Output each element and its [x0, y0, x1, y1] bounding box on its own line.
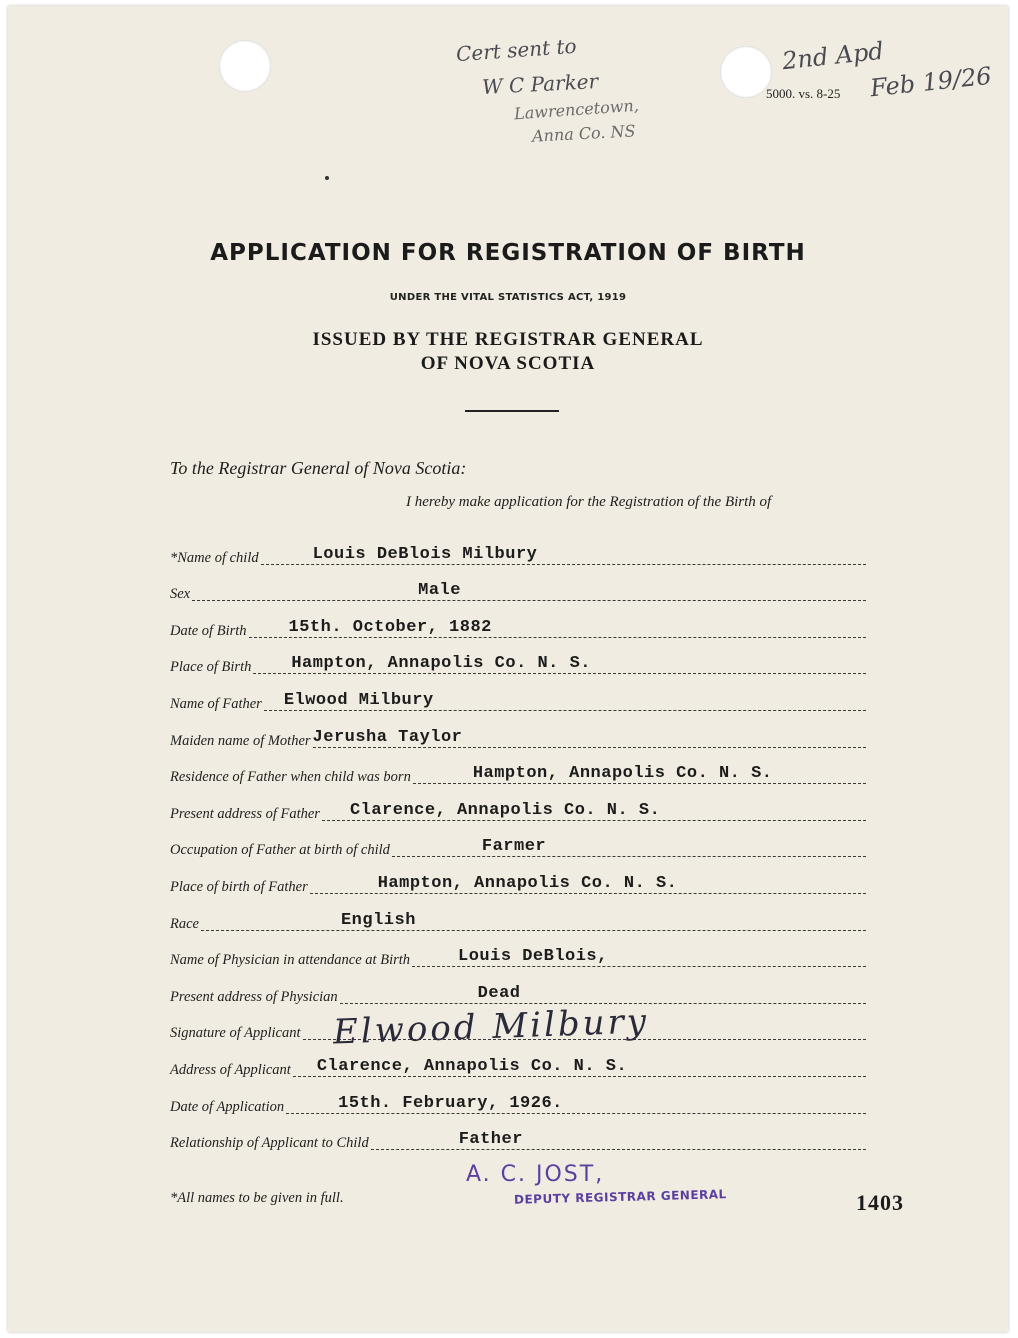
- field-line: [286, 1076, 866, 1114]
- punch-hole-right: [720, 46, 772, 98]
- field-value: Louis DeBlois Milbury: [312, 544, 538, 564]
- field-label: Name of Father: [170, 695, 262, 712]
- field-label: *Name of child: [170, 549, 259, 566]
- stamp-registrar-title: DEPUTY REGISTRAR GENERAL: [513, 1187, 727, 1207]
- handwritten-note-line-2: W C Parker: [481, 68, 599, 100]
- field-label: Present address of Physician: [170, 988, 338, 1005]
- applicant-signature: Elwood Milbury: [331, 1001, 650, 1053]
- field-line: [310, 856, 866, 894]
- form-fields: [170, 532, 866, 1154]
- salutation: To the Registrar General of Nova Scotia:: [170, 458, 467, 478]
- field-label: Address of Applicant: [170, 1061, 291, 1078]
- field-value: Farmer: [481, 837, 547, 857]
- field-label: Race: [170, 915, 199, 932]
- ink-speck: [325, 176, 329, 180]
- handwritten-note-line-4: Anna Co. NS: [531, 121, 636, 146]
- field-value: Clarence, Annapolis Co. N. S.: [316, 1056, 628, 1076]
- issuer-line-2: OF NOVA SCOTIA: [420, 353, 596, 374]
- field-value: Hampton, Annapolis Co. N. S.: [291, 654, 591, 674]
- field-label: Sex: [170, 586, 191, 603]
- field-label: Signature of Applicant: [170, 1025, 301, 1042]
- page-subtitle: UNDER THE VITAL STATISTICS ACT, 1919: [389, 292, 627, 303]
- field-value: Hampton, Annapolis Co. N. S.: [377, 873, 678, 893]
- field-label: Maiden name of Mother: [170, 732, 311, 749]
- intro-text: I hereby make application for the Registration of the Birth of: [406, 494, 772, 510]
- field-value: Hampton, Annapolis Co. N. S.: [472, 764, 773, 784]
- field-relationship-of-applicant: [170, 1118, 866, 1155]
- field-line: [413, 747, 866, 785]
- field-label: Place of birth of Father: [170, 878, 308, 895]
- field-value: 15th. February, 1926.: [338, 1093, 563, 1113]
- punch-hole-left: [219, 40, 271, 92]
- field-value: Dead: [477, 983, 521, 1003]
- issuer-heading: [8, 328, 1008, 376]
- field-line: [249, 600, 866, 638]
- handwritten-note-line-3: Lawrencetown,: [513, 95, 640, 124]
- field-label: Occupation of Father at birth of child: [170, 842, 390, 859]
- field-line: [261, 527, 866, 565]
- field-line: [264, 673, 866, 711]
- handwritten-approval-date: Feb 19/26: [868, 61, 993, 103]
- field-line: [201, 893, 866, 931]
- divider: [465, 410, 559, 412]
- field-label: Residence of Father when child was born: [170, 769, 411, 786]
- field-label: Date of Birth: [170, 622, 247, 639]
- handwritten-approval: 2nd Apd: [780, 36, 885, 76]
- field-line: [371, 1113, 866, 1151]
- field-line: [392, 820, 866, 858]
- field-line: [412, 930, 866, 968]
- field-label: Name of Physician in attendance at Birth: [170, 952, 411, 969]
- field-line: [313, 710, 866, 748]
- document-page: [8, 6, 1008, 1332]
- field-line: [322, 783, 866, 821]
- field-label: Present address of Father: [170, 805, 320, 822]
- field-line: [303, 1001, 867, 1053]
- issuer-line-1: ISSUED BY THE REGISTRAR GENERAL: [312, 329, 704, 350]
- stamp-registrar-name: A. C. JOST,: [466, 1162, 605, 1187]
- field-value: Male: [418, 581, 461, 601]
- handwritten-note-line-1: Cert sent to: [455, 33, 578, 67]
- page-title: APPLICATION FOR REGISTRATION OF BIRTH: [210, 240, 806, 266]
- field-value: Elwood Milbury: [283, 690, 434, 710]
- field-value: Jerusha Taylor: [312, 727, 463, 747]
- field-value: Louis DeBlois,: [458, 947, 608, 967]
- registration-number: 1403: [856, 1190, 904, 1215]
- field-value: 15th. October, 1882: [288, 617, 492, 637]
- field-line: [253, 637, 866, 675]
- form-code: 5000. vs. 8-25: [766, 86, 841, 101]
- field-line: [192, 564, 866, 602]
- footnote: *All names to be given in full.: [170, 1190, 344, 1206]
- field-label: Relationship of Applicant to Child: [170, 1135, 369, 1152]
- field-line: [340, 966, 866, 1004]
- field-line: [293, 1039, 866, 1077]
- field-label: Place of Birth: [170, 659, 252, 676]
- field-label: Date of Application: [170, 1098, 285, 1115]
- field-value: English: [340, 910, 416, 930]
- field-value: Clarence, Annapolis Co. N. S.: [349, 800, 661, 820]
- field-value: Father: [458, 1130, 523, 1150]
